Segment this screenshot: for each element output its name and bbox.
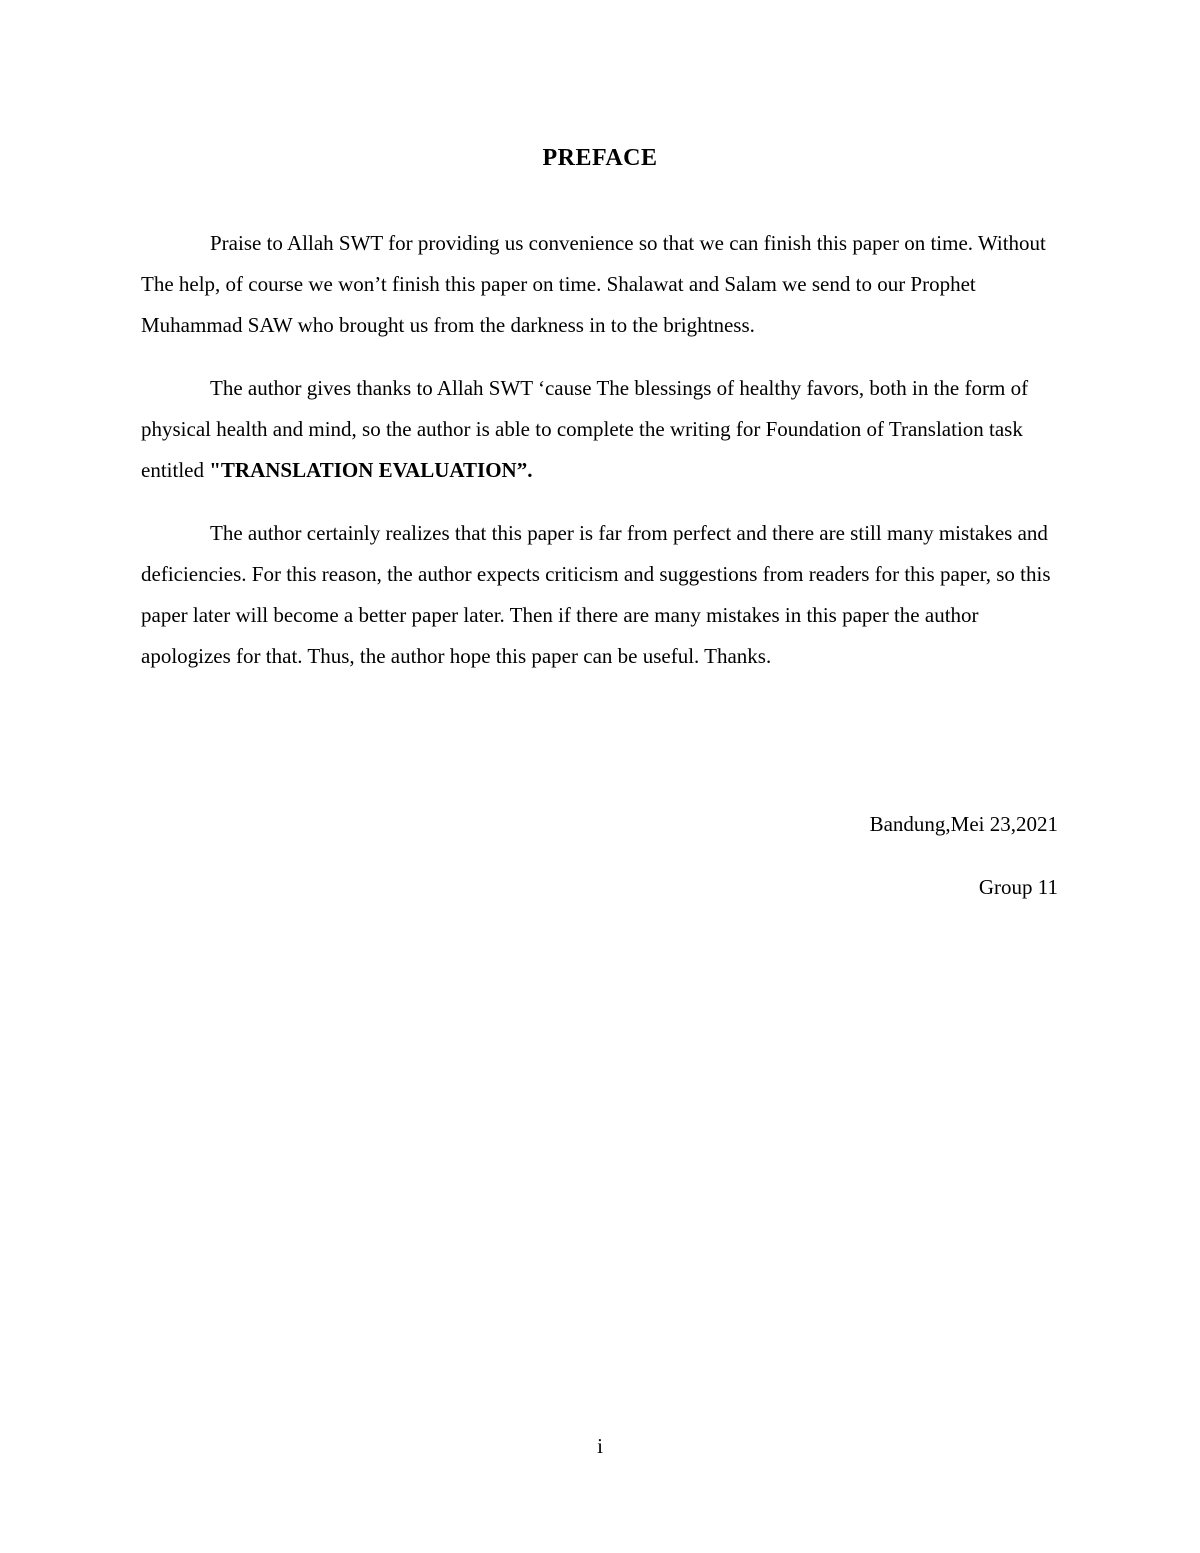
signature-place-date: Bandung,Mei 23,2021 bbox=[869, 812, 1058, 836]
page-title: PREFACE bbox=[542, 145, 658, 171]
page-number: i bbox=[597, 1434, 603, 1458]
paragraph-2-text: The author gives thanks to Allah SWT ‘cause The blessings of healthy favors, both in the form of physical health and mind, so the author is able to complete the writing for Foundation of Translation task entitled bbox=[141, 376, 1029, 482]
paragraph-3-text: The author certainly realizes that this paper is far from perfect and there are still many mistakes and deficiencies. For this reason, the author expects criticism and suggestions from readers for this paper, so this paper later will become a better paper later. Then if there are many mistakes in this paper the author apologizes for that. Thus, the author hope this paper can be useful. Thanks. bbox=[141, 521, 1051, 668]
paragraph-1 bbox=[141, 223, 1059, 346]
preface-body bbox=[141, 223, 1059, 699]
paragraph-1-text: Praise to Allah SWT for providing us convenience so that we can finish this paper on time. Without The help, of course we won’t finish this paper on time. Shalawat and Salam we send to our Prophet Muhammad SAW who brought us from the darkness in to the brightness. bbox=[141, 231, 1046, 337]
paragraph-2-title-emphasis: "TRANSLATION EVALUATION”. bbox=[209, 458, 533, 482]
paragraph-2 bbox=[141, 368, 1059, 491]
signature-group: Group 11 bbox=[978, 875, 1058, 899]
paragraph-3 bbox=[141, 513, 1059, 677]
